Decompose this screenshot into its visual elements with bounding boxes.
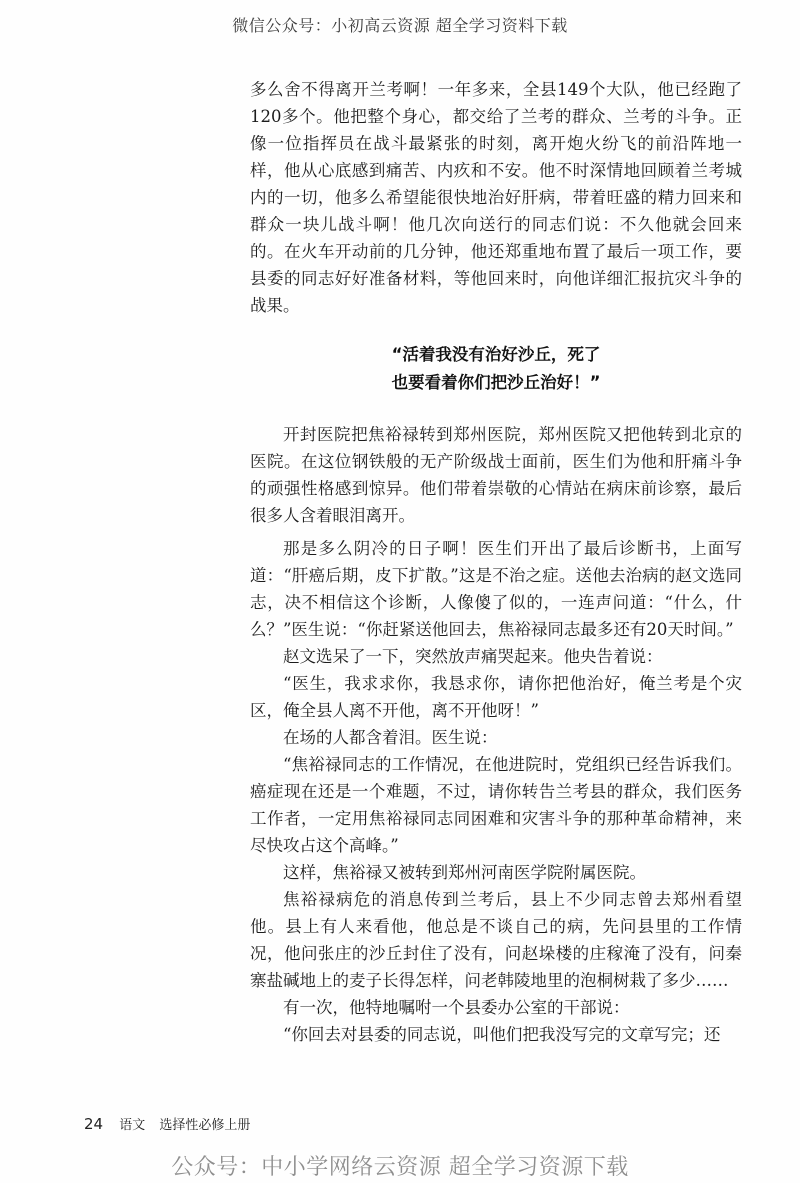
footer-book-title: 选择性必修上册 bbox=[159, 1118, 251, 1133]
footer-subject: 语文 bbox=[119, 1118, 146, 1133]
section-heading-line-2: 也要看着你们把沙丘治好！” bbox=[391, 373, 601, 392]
paragraph: 赵文选呆了一下，突然放声痛哭起来。他央告着说： bbox=[283, 647, 663, 666]
paragraph: 在场的人都含着泪。医生说： bbox=[283, 728, 498, 747]
section-heading-line-1: “活着我没有治好沙丘，死了 bbox=[391, 345, 601, 364]
paragraph: 有一次，他特地嘱咐一个县委办公室的干部说： bbox=[283, 998, 630, 1017]
paragraph: 开封医院把焦裕禄转到郑州医院，郑州医院又把他转到北京的医院。在这位钢铁般的无产阶级战士面前，医生们为他和肝痛斗争的顽强性格感到惊异。他们带着崇敬的心情站在病床前诊察，最后很多人含着眼泪离开。 bbox=[250, 425, 742, 525]
article-body bbox=[250, 76, 742, 1048]
page-footer bbox=[84, 1114, 250, 1133]
bottom-watermark: 公众号：中小学网络云资源 超全学习资源下载 bbox=[171, 1155, 629, 1180]
page-number: 24 bbox=[84, 1115, 104, 1133]
paragraph: 那是多么阴冷的日子啊！医生们开出了最后诊断书，上面写道：“肝癌后期，皮下扩散。”这是不治之症。送他去治病的赵文选同志，决不相信这个诊断，人像傻了似的，一连声问道：“什么，什么？”医生说：“你赶紧送他回去，焦裕禄同志最多还有20天时间。” bbox=[250, 539, 742, 639]
paragraph-continued: 多么舍不得离开兰考啊！一年多来，全县149个大队，他已经跑了120多个。他把整个身心，都交给了兰考的群众、兰考的斗争。正像一位指挥员在战斗最紧张的时刻，离开炮火纷飞的前沿阵地一样，他从心底感到痛苦、内疚和不安。他不时深情地回顾着兰考城内的一切，他多么希望能很快地治好肝病，带着旺盛的精力回来和群众一块儿战斗啊！他几次向送行的同志们说：不久他就会回来的。在火车开动前的几分钟，他还郑重地布置了最后一项工作，要县委的同志好好准备材料，等他回来时，向他详细汇报抗灾斗争的战果。 bbox=[250, 80, 742, 315]
paragraph: “你回去对县委的同志说，叫他们把我没写完的文章写完；还 bbox=[283, 1025, 721, 1044]
paragraph: “医生，我求求你，我恳求你，请你把他治好，俺兰考是个灾区，俺全县人离不开他，离不开他呀！” bbox=[250, 674, 742, 720]
paragraph: “焦裕禄同志的工作情况，在他进院时，党组织已经告诉我们。癌症现在还是一个难题，不过，请你转告兰考县的群众，我们医务工作者，一定用焦裕禄同志同困难和灾害斗争的那种革命精神，来尽快攻占这个高峰。” bbox=[250, 755, 742, 855]
top-watermark: 微信公众号：小初高云资源 超全学习资料下载 bbox=[232, 16, 568, 35]
section-heading bbox=[250, 341, 742, 397]
paragraph: 焦裕禄病危的消息传到兰考后，县上不少同志曾去郑州看望他。县上有人来看他，他总是不谈自己的病，先问县里的工作情况，他问张庄的沙丘封住了没有，问赵垛楼的庄稼淹了没有，问秦寨盐碱地上的麦子长得怎样，问老韩陵地里的泡桐树栽了多少…… bbox=[250, 890, 742, 990]
paragraph: 这样，焦裕禄又被转到郑州河南医学院附属医院。 bbox=[283, 863, 646, 882]
